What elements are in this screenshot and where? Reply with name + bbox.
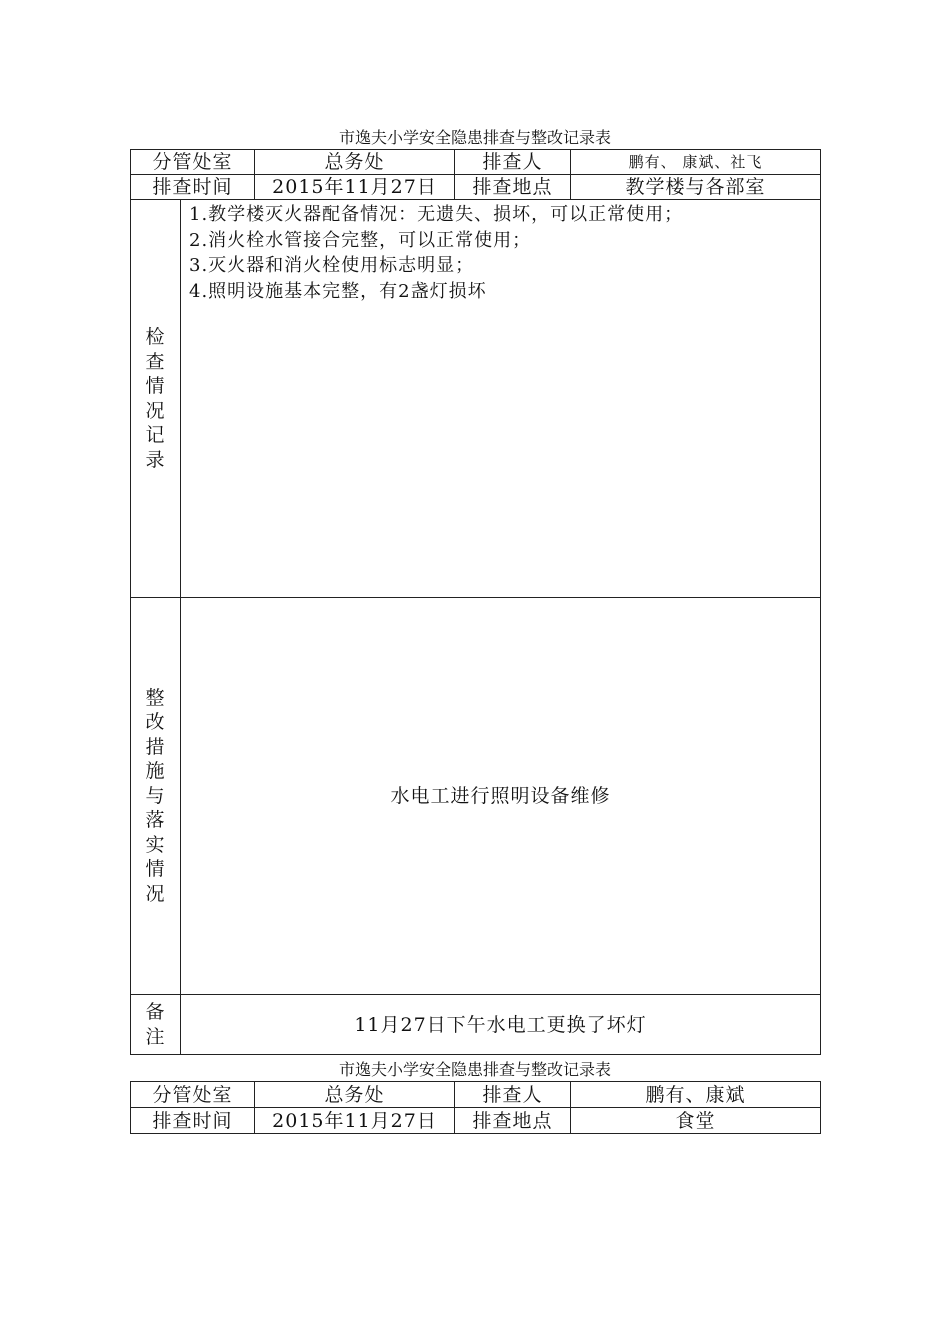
dept-label: 分管处室 [131, 150, 255, 175]
inspector-label: 排查人 [455, 1082, 571, 1108]
note-label: 备 注 [131, 995, 181, 1055]
check-record-content [181, 200, 821, 598]
check-item: 3.灭火器和消火栓使用标志明显； [189, 255, 475, 276]
place-label: 排查地点 [455, 1108, 571, 1134]
form2-title: 市逸夫小学安全隐患排查与整改记录表 [338, 1060, 611, 1079]
form2-table [130, 1081, 821, 1134]
time-value: 2015年11月27日 [255, 1108, 455, 1134]
time-label: 排查时间 [131, 175, 255, 200]
note-content: 11月27日下午水电工更换了坏灯 [181, 995, 821, 1055]
inspector-value: 鹏有、康斌 [571, 1082, 821, 1108]
form1-title: 市逸夫小学安全隐患排查与整改记录表 [338, 128, 611, 147]
rectification-content: 水电工进行照明设备维修 [181, 598, 821, 995]
dept-value: 总务处 [255, 150, 455, 175]
check-item: 2.消火栓水管接合完整，可以正常使用； [189, 229, 532, 251]
place-value: 食堂 [571, 1108, 821, 1134]
place-label: 排查地点 [455, 175, 571, 200]
dept-label: 分管处室 [131, 1082, 255, 1108]
inspector-value: 鹏有、 康斌、社飞 [571, 150, 821, 175]
time-label: 排查时间 [131, 1108, 255, 1134]
dept-value: 总务处 [255, 1082, 455, 1108]
form1-table [130, 149, 821, 1055]
check-item: 1.教学楼灭火器配备情况：无遗失、损坏，可以正常使用； [189, 204, 684, 225]
check-item: 4.照明设施基本完整，有2盏灯损坏 [189, 280, 487, 302]
place-value: 教学楼与各部室 [571, 175, 821, 200]
time-value: 2015年11月27日 [255, 175, 455, 200]
inspector-label: 排查人 [455, 150, 571, 175]
check-record-label: 检 查 情 况 记 录 [131, 200, 181, 598]
rectification-label: 整 改 措 施 与 落 实 情 况 [131, 598, 181, 995]
